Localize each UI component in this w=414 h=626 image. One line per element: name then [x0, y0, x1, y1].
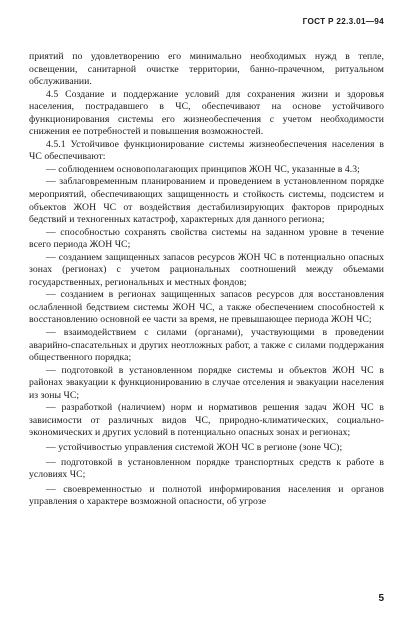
list-item: — способностью сохранять свойства системы на заданном уровне в течение всего периода ЖОН ЧС; — [29, 226, 384, 251]
list-item: — подготовкой в установленном порядке транспортных средств к работе в условиях ЧС; — [29, 456, 384, 481]
list-item: — соблюдением основополагающих принципов ЖОН ЧС, указанные в 4.3; — [46, 163, 360, 175]
page-number: 5 — [378, 593, 384, 604]
standard-header: ГОСТ Р 22.3.01—94 — [302, 17, 384, 26]
list-item: — устойчивостью управления системой ЖОН ЧС в регионе (зоне ЧС); — [46, 441, 343, 453]
list-item: — созданием в регионах защищенных запасов ресурсов для восстановления ослабленной бедствием системы ЖОН ЧС, а также обеспечением способностей к восстановлению основной ее части за время, не превышающее периода ЖОН ЧС; — [29, 289, 384, 326]
list-item: — заблаговременным планированием и проведением в установленном порядке мероприятий, обеспечивающих защищенность и стойкость системы, подсистем и объектов ЖОН ЧС от воздействия дестабилизирующих факторов природных бедствий и техногенных катастроф, характерных для данного региона; — [29, 176, 384, 226]
paragraph-4-5: 4.5 Создание и поддержание условий для сохранения жизни и здоровья населения, пострадавшего в ЧС, обеспечивают на основе устойчивого функционирования системы его жизнеобеспечения с учетом необходимости снижения ее потребностей и повышения возможностей. — [29, 88, 384, 138]
list-item: — созданием защищенных запасов ресурсов ЖОН ЧС в потенциально опасных зонах (регионах) с учетом рациональных соотношений между объемами государственных, региональных и местных фондов; — [29, 251, 384, 288]
paragraph-4-5-1: 4.5.1 Устойчивое функционирование системы жизнеобеспечения населения в ЧС обеспечивают: — [29, 138, 384, 163]
document-body — [29, 51, 384, 509]
paragraph-continuation: приятий по удовлетворению его минимально необходимых нужд в тепле, освещении, санитарной очистке территории, банно-прачечном, ритуальном обслуживании. — [29, 51, 384, 88]
list-item: — разработкой (наличием) норм и нормативов решения задач ЖОН ЧС в зависимости от различных видов ЧС, природно-климатических, социально-экономических и других условий в потенциально опасных зонах и регионах; — [29, 402, 384, 439]
list-item: — взаимодействием с силами (органами), участвующими в проведении аварийно-спасательных и других неотложных работ, а также с силами поддержания общественного порядка; — [29, 327, 384, 364]
list-item: — подготовкой в установленном порядке системы и объектов ЖОН ЧС в районах эвакуации к функционированию в случае отселения и эвакуации населения из зоны ЧС; — [29, 364, 384, 401]
list-item: — своевременностью и полнотой информирования населения и органов управления о характере возможной опасности, об угрозе — [29, 483, 384, 508]
